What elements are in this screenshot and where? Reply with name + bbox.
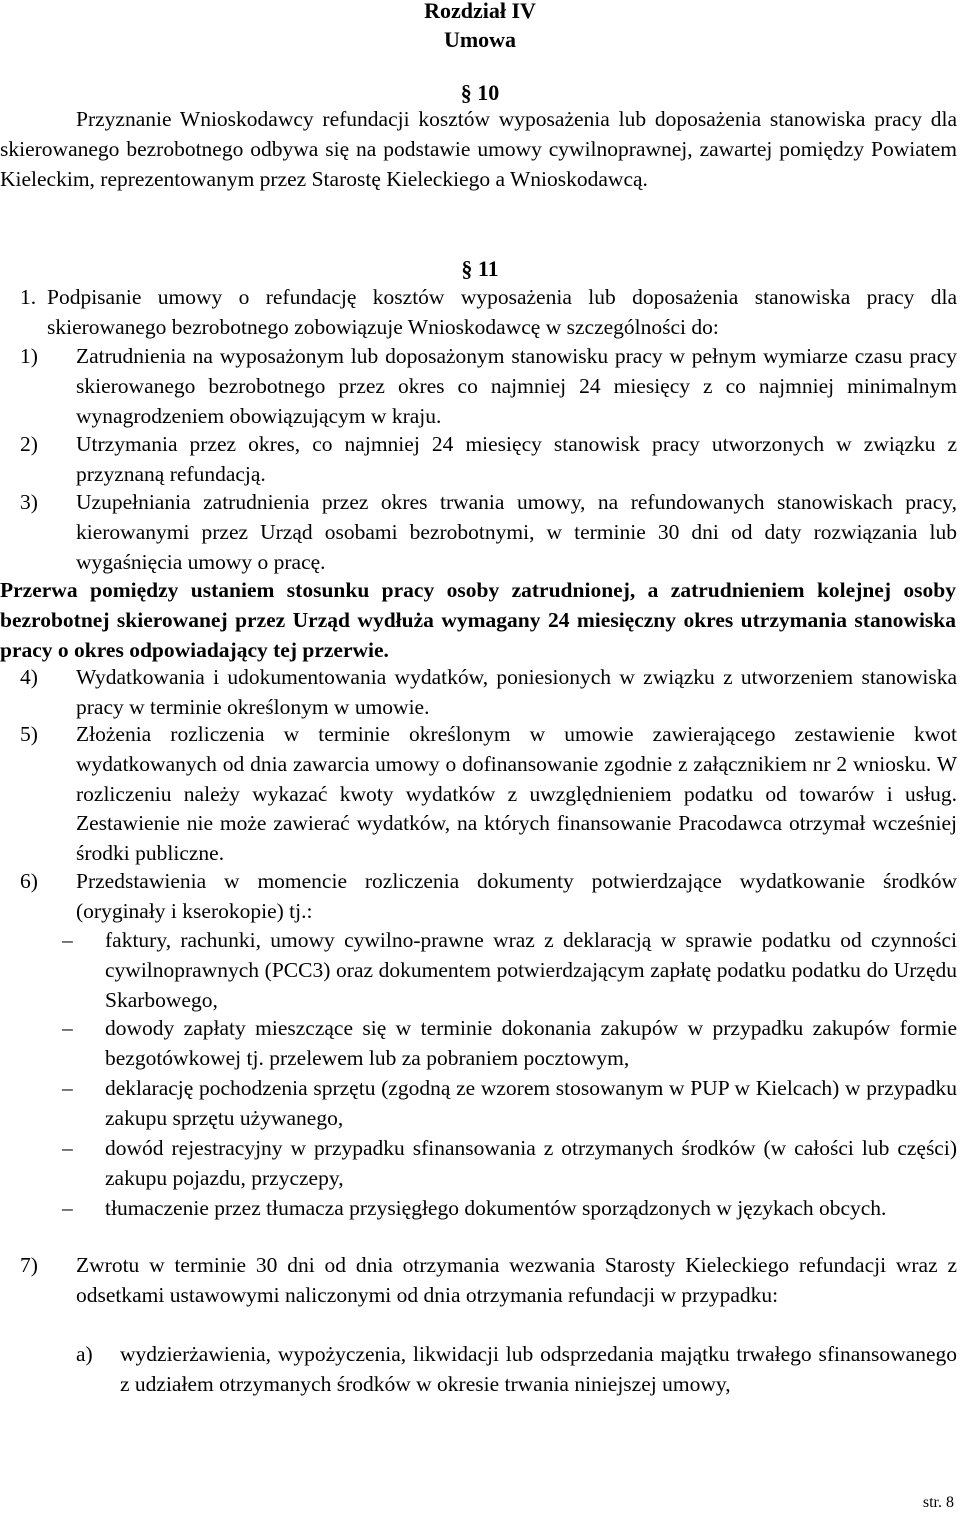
item-6-text: Przedstawienia w momencie rozliczenia dokumenty potwierdzające wydatkowanie środków (oryginały i kserokopie) tj.: bbox=[76, 869, 957, 923]
item-4-text: Wydatkowania i udokumentowania wydatków, poniesionych w związku z utworzeniem stanowiska pracy w terminie określonym w umowie. bbox=[76, 665, 957, 719]
dash-bullet: – bbox=[62, 928, 73, 952]
item-1-number: 1) bbox=[20, 344, 38, 368]
item-2-text: Utrzymania przez okres, co najmniej 24 miesięcy stanowisk pracy utworzonych w związku z przyznaną refundacją. bbox=[76, 432, 957, 486]
point-1-number: 1. bbox=[20, 285, 37, 309]
page-number: str. 8 bbox=[922, 1494, 954, 1511]
dash-item-origin-declaration: deklarację pochodzenia sprzętu (zgodną ze wzorem stosowanym w PUP w Kielcach) w przypadku zakupu sprzętu używanego, bbox=[105, 1076, 957, 1130]
item-7-number: 7) bbox=[20, 1253, 38, 1277]
item-1-text: Zatrudnienia na wyposażonym lub doposażonym stanowisku pracy w pełnym wymiarze czasu pracy skierowanego bezrobotnego przez okres co najmniej 24 miesięcy z co najmniej minimalnym wynagrodzeniem obowiązującym w kraju. bbox=[76, 344, 957, 428]
section-symbol: § bbox=[460, 80, 472, 105]
point-1-text: Podpisanie umowy o refundację kosztów wyposażenia lub doposażenia stanowiska pracy dla skierowanego bezrobotnego zobowiązuje Wnioskodawcę w szczególności do: bbox=[47, 285, 957, 339]
dash-item-invoices: faktury, rachunki, umowy cywilno-prawne wraz z deklaracją w sprawie podatku od czynności cywilnoprawnych (PCC3) oraz dokumentem potwierdzającym zapłatę podatku podatku do Urzędu Skarbowego, bbox=[105, 928, 957, 1012]
section-10-heading bbox=[0, 78, 960, 108]
dash-item-registration: dowód rejestracyjny w przypadku sfinansowania z otrzymanych środków (w całości lub części) zakupu pojazdu, przyczepy, bbox=[105, 1136, 957, 1190]
chapter-title: Umowa bbox=[443, 27, 517, 52]
section-10-number: 10 bbox=[477, 80, 500, 105]
section-11-number: 11 bbox=[477, 256, 499, 281]
section-10-paragraph: Przyznanie Wnioskodawcy refundacji kosztów wyposażenia lub doposażenia stanowiska pracy dla skierowanego bezrobotnego odbywa się na podstawie umowy cywilnoprawnej, zawartej pomiędzy Powiatem Kieleckim, reprezentowanym przez Starostę Kieleckiego a Wnioskodawcą. bbox=[0, 107, 957, 191]
section-symbol: § bbox=[461, 256, 473, 281]
item-6-number: 6) bbox=[20, 869, 38, 893]
item-7-text: Zwrotu w terminie 30 dni od dnia otrzymania wezwania Starosty Kieleckiego refundacji wraz z odsetkami ustawowymi naliczonymi od dnia otrzymania refundacji w przypadku: bbox=[76, 1253, 957, 1307]
dash-item-translation: tłumaczenie przez tłumacza przysięgłego dokumentów sporządzonych w językach obcych. bbox=[105, 1196, 887, 1220]
item-7a-letter: a) bbox=[76, 1342, 93, 1366]
chapter-heading: Rozdział IV bbox=[424, 0, 536, 23]
item-5-number: 5) bbox=[20, 722, 38, 746]
item-5-text: Złożenia rozliczenia w terminie określonym w umowie zawierającego zestawienie kwot wydatkowanych od dnia zawarcia umowy o dofinansowanie zgodnie z załącznikiem nr 2 wniosku. W rozliczeniu należy wykazać kwoty wydatków z uwzględnieniem podatku od towarów i usług. Zestawienie nie może zawierać wydatków, na których finansowanie Pracodawca otrzymał wcześniej środki publiczne. bbox=[76, 722, 957, 866]
interruption-note: Przerwa pomiędzy ustaniem stosunku pracy osoby zatrudnionej, a zatrudnieniem kolejnej osoby bezrobotnej skierowanej przez Urząd wydłuża wymagany 24 miesięczny okres utrzymania stanowiska pracy o okres odpowiadający tej przerwie. bbox=[0, 578, 956, 662]
item-3-number: 3) bbox=[20, 490, 38, 514]
section-11-heading bbox=[0, 254, 960, 284]
dash-bullet: – bbox=[62, 1136, 73, 1160]
dash-bullet: – bbox=[62, 1196, 73, 1220]
item-3-text: Uzupełniania zatrudnienia przez okres trwania umowy, na refundowanych stanowiskach pracy, kierowanymi przez Urząd osobami bezrobotnymi, w terminie 30 dni od daty rozwiązania lub wygaśnięcia umowy o pracę. bbox=[76, 490, 957, 574]
item-4-number: 4) bbox=[20, 665, 38, 689]
item-7a-text: wydzierżawienia, wypożyczenia, likwidacji lub odsprzedania majątku trwałego sfinansowanego z udziałem otrzymanych środków w okresie trwania niniejszej umowy, bbox=[120, 1342, 957, 1396]
dash-bullet: – bbox=[62, 1016, 73, 1040]
dash-item-payment-proofs: dowody zapłaty mieszczące się w terminie dokonania zakupów w przypadku zakupów formie bezgotówkowej tj. przelewem lub za pobraniem pocztowym, bbox=[105, 1016, 957, 1070]
dash-bullet: – bbox=[62, 1076, 73, 1100]
item-2-number: 2) bbox=[20, 432, 38, 456]
